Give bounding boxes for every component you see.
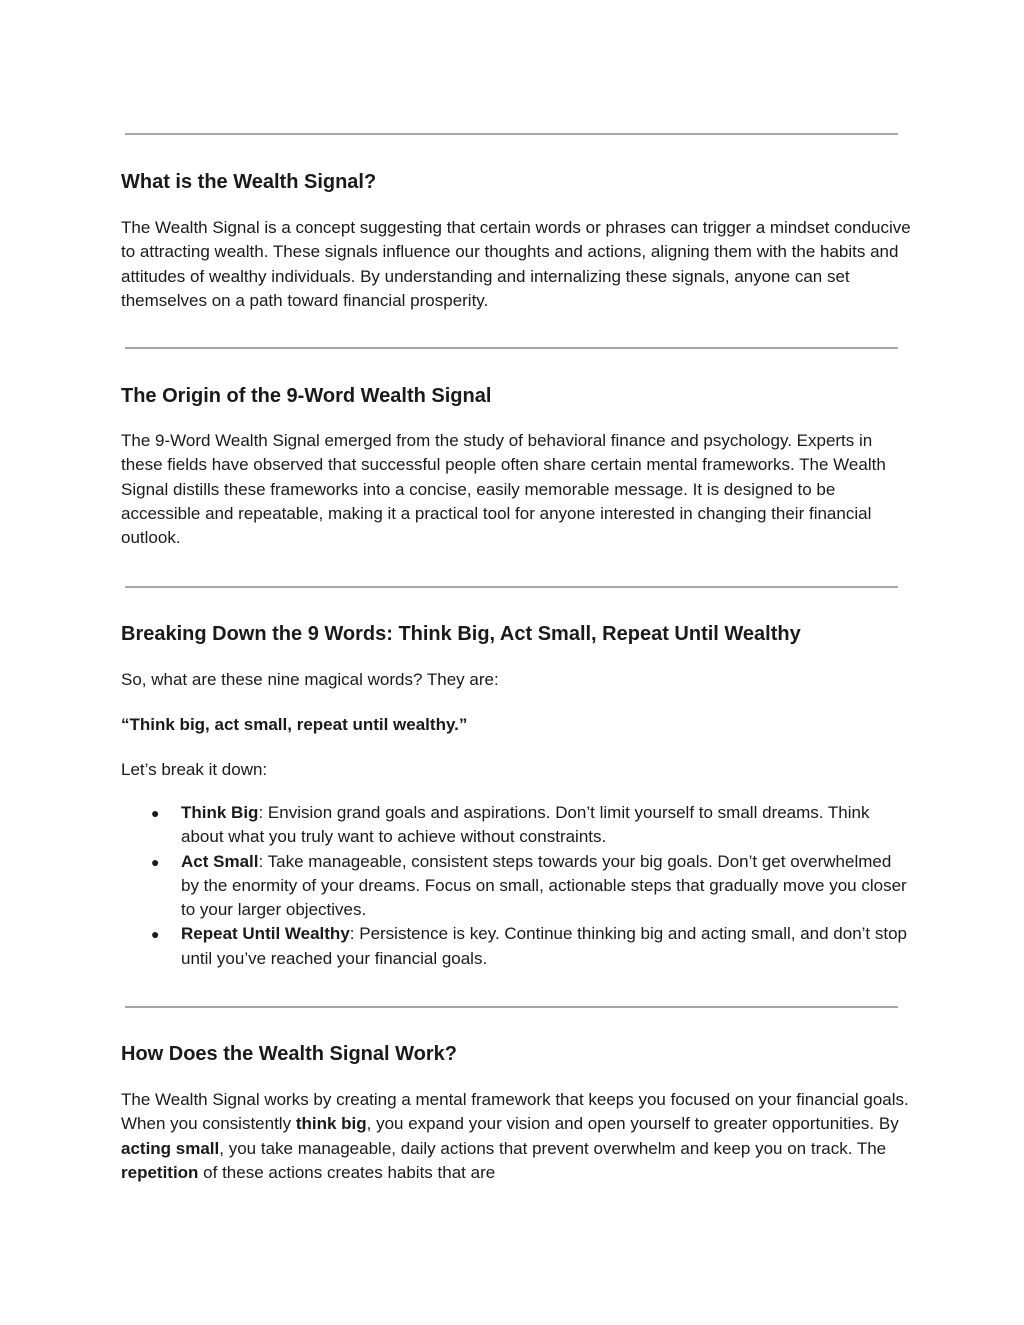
emphasis-text: repetition — [121, 1162, 199, 1182]
paragraph-breakdown-intro: So, what are these nine magical words? They are: — [121, 670, 499, 689]
section-divider — [125, 586, 898, 588]
section-divider — [125, 133, 898, 135]
section-divider — [125, 1006, 898, 1008]
bullet-icon: ● — [151, 926, 160, 943]
bullet-term: Repeat Until Wealthy — [181, 924, 350, 944]
section-heading-origin: The Origin of the 9-Word Wealth Signal — [121, 385, 492, 407]
paragraph-origin: The 9-Word Wealth Signal emerged from the study of behavioral finance and psychology. Experts in these fields have observed that successful people often share certain mental frameworks. The Wealth Signal distills these frameworks into a concise, easily memorable message. It is designed to be accessible and repeatable, making it a practical tool for anyone interested in changing their financial outlook. — [121, 431, 886, 548]
paragraph-breakdown-lead: Let’s break it down: — [121, 760, 268, 779]
bullet-term: Think Big — [181, 803, 259, 822]
list-item — [121, 850, 911, 923]
list-item — [121, 801, 911, 850]
list-item — [121, 922, 911, 971]
emphasis-text: think big — [295, 1114, 367, 1134]
bullet-text: : Persistence is key. Continue thinking big and acting small, and don’t stop until you’ve reached your financial goals. — [181, 924, 908, 968]
wealth-signal-quote: “Think big, act small, repeat until wealthy.” — [121, 715, 468, 734]
bullet-term: Act Small — [181, 851, 259, 871]
body-text: , you expand your vision and open yourself to greater opportunities. By — [366, 1114, 899, 1134]
bullet-text: : Envision grand goals and aspirations. Don’t limit yourself to small dreams. Think about what you truly want to achieve without constraints. — [181, 803, 870, 847]
emphasis-text: acting small — [121, 1138, 220, 1158]
section-heading-what-is: What is the Wealth Signal? — [121, 171, 377, 193]
section-divider — [125, 347, 898, 349]
bullet-text: : Take manageable, consistent steps towards your big goals. Don’t get overwhelmed by the enormity of your dreams. Focus on small, actionable steps that gradually move you closer to your larger objectives. — [181, 851, 907, 920]
body-text: The Wealth Signal works by creating a mental framework that keeps you focused on your financial goals. When you consistently — [121, 1090, 909, 1134]
body-text: of these actions creates habits that are — [198, 1162, 496, 1182]
paragraph-how-it-works — [121, 1088, 911, 1185]
section-heading-breakdown: Breaking Down the 9 Words: Think Big, Act Small, Repeat Until Wealthy — [121, 623, 801, 645]
bullet-icon: ● — [151, 853, 160, 870]
paragraph-what-is: The Wealth Signal is a concept suggesting that certain words or phrases can trigger a mindset conducive to attracting wealth. These signals influence our thoughts and actions, aligning them with the habits and attitudes of wealthy individuals. By understanding and internalizing these signals, anyone can set themselves on a path toward financial prosperity. — [121, 218, 911, 310]
bullet-list — [121, 801, 911, 971]
bullet-icon: ● — [151, 805, 160, 821]
body-text: , you take manageable, daily actions that prevent overwhelm and keep you on track. The — [219, 1138, 887, 1158]
section-heading-how-it-works: How Does the Wealth Signal Work? — [121, 1043, 457, 1065]
